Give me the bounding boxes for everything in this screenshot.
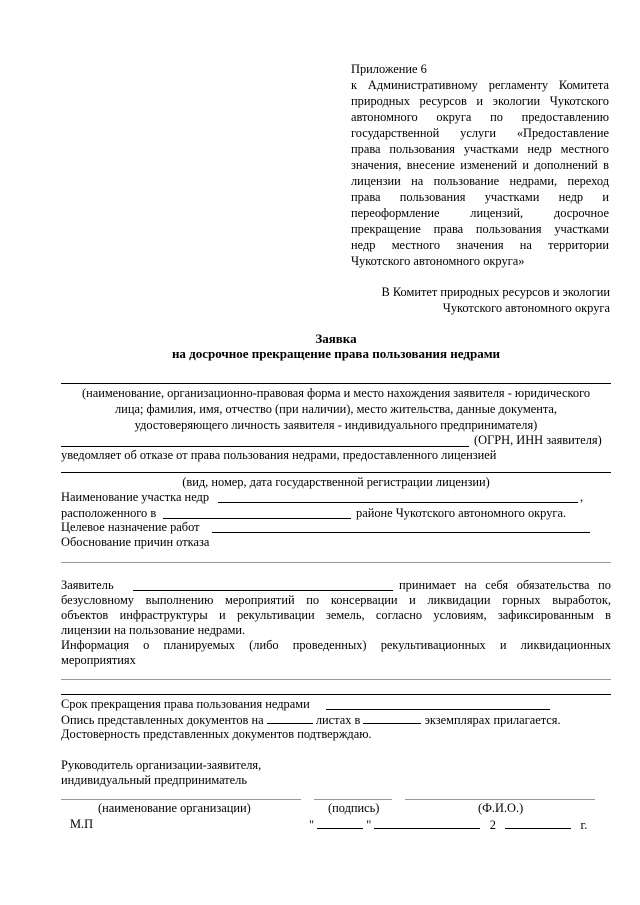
day-blank [317,817,363,829]
ogrn-line [61,446,469,447]
applicant-caption: (наименование, организационно-правовая форма и место нахождения заявителя - юридического [81,386,591,400]
appendix-title: Приложение 6 [351,62,427,76]
addressee-line2: Чукотского автономного округа [442,301,610,315]
appendix-line: недр местного значения на территории [351,238,609,252]
addressee-line1: В Комитет природных ресурсов и экологии [381,285,610,299]
reclamation-line-blank [61,694,611,695]
obligation-line: объектов инфраструктуры и рекультивации земель, согласно условиям, зафиксированным в [61,608,611,622]
accepts-text: принимает на себя обязательства по [399,578,611,592]
site-name-label: Наименование участка недр [61,490,210,504]
appendix-line: значения, внесение изменений и дополнений в [351,158,609,172]
fio-line [405,799,595,800]
appendix-line: Чукотского автономного округа» [351,254,525,268]
quote-close: " [366,818,372,832]
inventory-part2: листах в [315,713,361,727]
applicant-label: Заявитель [61,578,114,592]
applicant-caption: удостоверяющего личность заявителя - индивидуального предпринимателя) [134,418,538,432]
inventory-part3: экземплярах прилагается. [424,713,561,727]
reclamation-line: мероприятиях [61,653,136,667]
appendix-line: переоформление лицензий, досрочное [351,206,609,220]
month-blank [374,817,480,829]
sheets-blank [267,712,313,724]
sign-caption: (подпись) [328,801,380,815]
signatory-line2: индивидуальный предприниматель [61,773,248,787]
appendix-line: государственной услуги «Предоставление [351,126,609,140]
purpose-label: Целевое назначение работ [61,520,200,534]
fio-caption: (Ф.И.О.) [478,801,524,815]
year-blank [505,817,571,829]
located-label: расположенного в [61,506,157,520]
signature-line [314,799,392,800]
comma: , [580,490,584,504]
stamp-mp: М.П [70,817,94,831]
appendix-line: прекращение права пользования участками [351,222,609,236]
reason-line [61,562,611,563]
copies-blank [363,712,421,724]
termination-date-line [326,709,550,710]
page-subtitle: на досрочное прекращение права пользования недрами [171,346,501,361]
org-sign-line [61,799,301,800]
appendix-line: права пользования участками недр местного [351,142,609,156]
appendix-line: лицензии на пользование недрами, переход [351,174,609,188]
applicant-line [61,383,611,384]
license-line [61,472,611,473]
reclamation-line-blank [61,679,611,680]
date-row [309,817,587,833]
applicant-caption: лица; фамилия, имя, отчество (при наличии), место жительства, данные документа, [115,402,557,416]
obligation-line: лицензии на пользование недрами. [61,623,246,637]
purpose-line [212,532,590,533]
district-suffix: районе Чукотского автономного округа. [356,506,567,520]
appendix-line: автономного округа по предоставлению [351,110,609,124]
reason-label: Обоснование причин отказа [61,535,210,549]
ogrn-label: (ОГРН, ИНН заявителя) [474,433,602,447]
notice-text: уведомляет об отказе от права пользования недрами, предоставленного лицензией [61,448,497,462]
inventory-text [61,712,561,728]
year-prefix: 2 [489,818,496,832]
license-caption: (вид, номер, дата государственной регистрации лицензии) [182,475,490,489]
inventory-part1: Опись представленных документов на [61,713,264,727]
site-name-line [218,502,578,503]
page-title: Заявка [315,331,357,346]
district-line [163,518,351,519]
quote-open: " [309,818,315,832]
obligation-line: безусловному выполнению мероприятий по консервации и ликвидации горных выработок, [61,593,611,607]
signatory-line1: Руководитель организации-заявителя, [61,758,262,772]
appendix-line: природных ресурсов и экологии Чукотского [351,94,609,108]
reclamation-line: Информация о планируемых (либо проведенных) рекультивационных и ликвидационных [61,638,611,652]
appendix-line: к Административному регламенту Комитета [351,78,609,92]
year-suffix: г. [580,818,588,832]
authenticity-text: Достоверность представленных документов подтверждаю. [61,727,372,741]
applicant-name-line [133,590,393,591]
appendix-line: права пользования участками недр и [351,190,609,204]
termination-date-label: Срок прекращения права пользования недрами [61,697,310,711]
org-caption: (наименование организации) [98,801,251,815]
